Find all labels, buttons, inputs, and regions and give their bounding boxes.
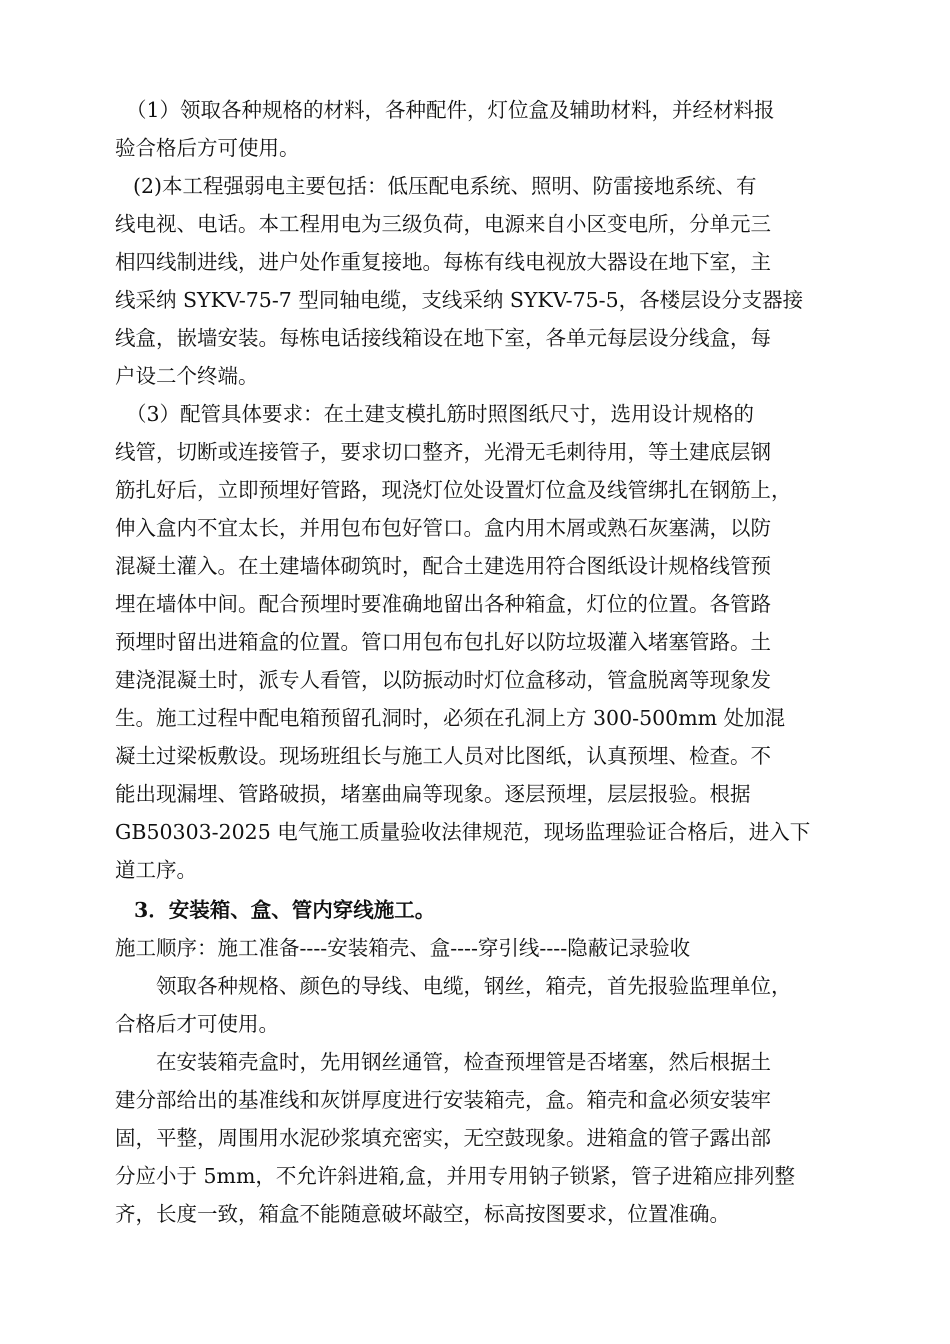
paragraph-3-line-12: GB50303-2025 电气施工质量验收法律规范，现场监理验证合格后，进入下 <box>115 820 811 844</box>
paragraph-2-line-6: 户设二个终端。 <box>115 364 259 388</box>
paragraph-3-line-1: （3）配管具体要求：在土建支模扎筋时照图纸尺寸，选用设计规格的 <box>126 402 755 426</box>
paragraph-5-line-1: 领取各种规格、颜色的导线、电缆，钢丝，箱壳，首先报验监理单位， <box>156 974 792 998</box>
paragraph-3-line-11: 能出现漏埋、管路破损，堵塞曲扁等现象。逐层预埋，层层报验。根据 <box>115 782 751 806</box>
paragraph-2-line-5: 线盒，嵌墙安装。每栋电话接线箱设在地下室，各单元每层设分线盒，每 <box>115 326 771 350</box>
paragraph-2-line-4: 线采纳 SYKV-75-7 型同轴电缆，支线采纳 SYKV-75-5，各楼层设分支器接 <box>115 288 804 312</box>
paragraph-3-line-9: 生。施工过程中配电箱预留孔洞时，必须在孔洞上方 300-500mm 处加混 <box>115 706 786 730</box>
paragraph-3-line-6: 埋在墙体中间。配合预埋时要准确地留出各种箱盒，灯位的位置。各管路 <box>115 592 771 616</box>
paragraph-2-line-2: 线电视、电话。本工程用电为三级负荷，电源来自小区变电所，分单元三 <box>115 212 771 236</box>
paragraph-6-line-1: 在安装箱壳盒时，先用钢丝通管，检查预埋管是否堵塞，然后根据土 <box>156 1050 771 1074</box>
paragraph-3-line-5: 混凝土灌入。在土建墙体砌筑时，配合土建选用符合图纸设计规格线管预 <box>115 554 771 578</box>
paragraph-6-line-2: 建分部给出的基准线和灰饼厚度进行安装箱壳，盒。箱壳和盒必须安装牢 <box>115 1088 771 1112</box>
paragraph-6-line-3: 固，平整，周围用水泥砂浆填充密实，无空鼓现象。进箱盒的管子露出部 <box>115 1126 771 1150</box>
paragraph-3-line-13: 道工序。 <box>115 858 197 882</box>
paragraph-3-line-4: 伸入盒内不宜太长，并用包布包好管口。盒内用木屑或熟石灰塞满，以防 <box>115 516 771 540</box>
paragraph-6-line-5: 齐，长度一致，箱盒不能随意破坏敲空，标高按图要求，位置准确。 <box>115 1202 730 1226</box>
paragraph-5-line-2: 合格后才可使用。 <box>115 1012 279 1036</box>
paragraph-1-line-1: （1）领取各种规格的材料，各种配件，灯位盒及辅助材料，并经材料报 <box>126 98 775 122</box>
paragraph-2-line-1: (2)本工程强弱电主要包括：低压配电系统、照明、防雷接地系统、有 <box>133 174 757 198</box>
paragraph-3-line-7: 预埋时留出进箱盒的位置。管口用包布包扎好以防垃圾灌入堵塞管路。土 <box>115 630 771 654</box>
paragraph-1-line-2: 验合格后方可使用。 <box>115 136 300 160</box>
paragraph-3-line-10: 凝土过梁板敷设。现场班组长与施工人员对比图纸，认真预埋、检查。不 <box>115 744 771 768</box>
paragraph-2-line-3: 相四线制进线，进户处作重复接地。每栋有线电视放大器设在地下室，主 <box>115 250 771 274</box>
paragraph-3-line-8: 建浇混凝土时，派专人看管，以防振动时灯位盒移动，管盒脱离等现象发 <box>115 668 771 692</box>
section-heading-3: 3．安装箱、盒、管内穿线施工。 <box>134 898 436 922</box>
paragraph-3-line-3: 筋扎好后，立即预埋好管路，现浇灯位处设置灯位盒及线管绑扎在钢筋上， <box>115 478 792 502</box>
paragraph-3-line-2: 线管，切断或连接管子，要求切口整齐，光滑无毛刺待用，等土建底层钢 <box>115 440 771 464</box>
paragraph-6-line-4: 分应小于 5mm，不允许斜进箱,盒，并用专用钠子锁紧，管子进箱应排列整 <box>115 1164 795 1188</box>
paragraph-4-line-1: 施工顺序：施工准备----安装箱壳、盒----穿引线----隐蔽记录验收 <box>115 936 691 960</box>
